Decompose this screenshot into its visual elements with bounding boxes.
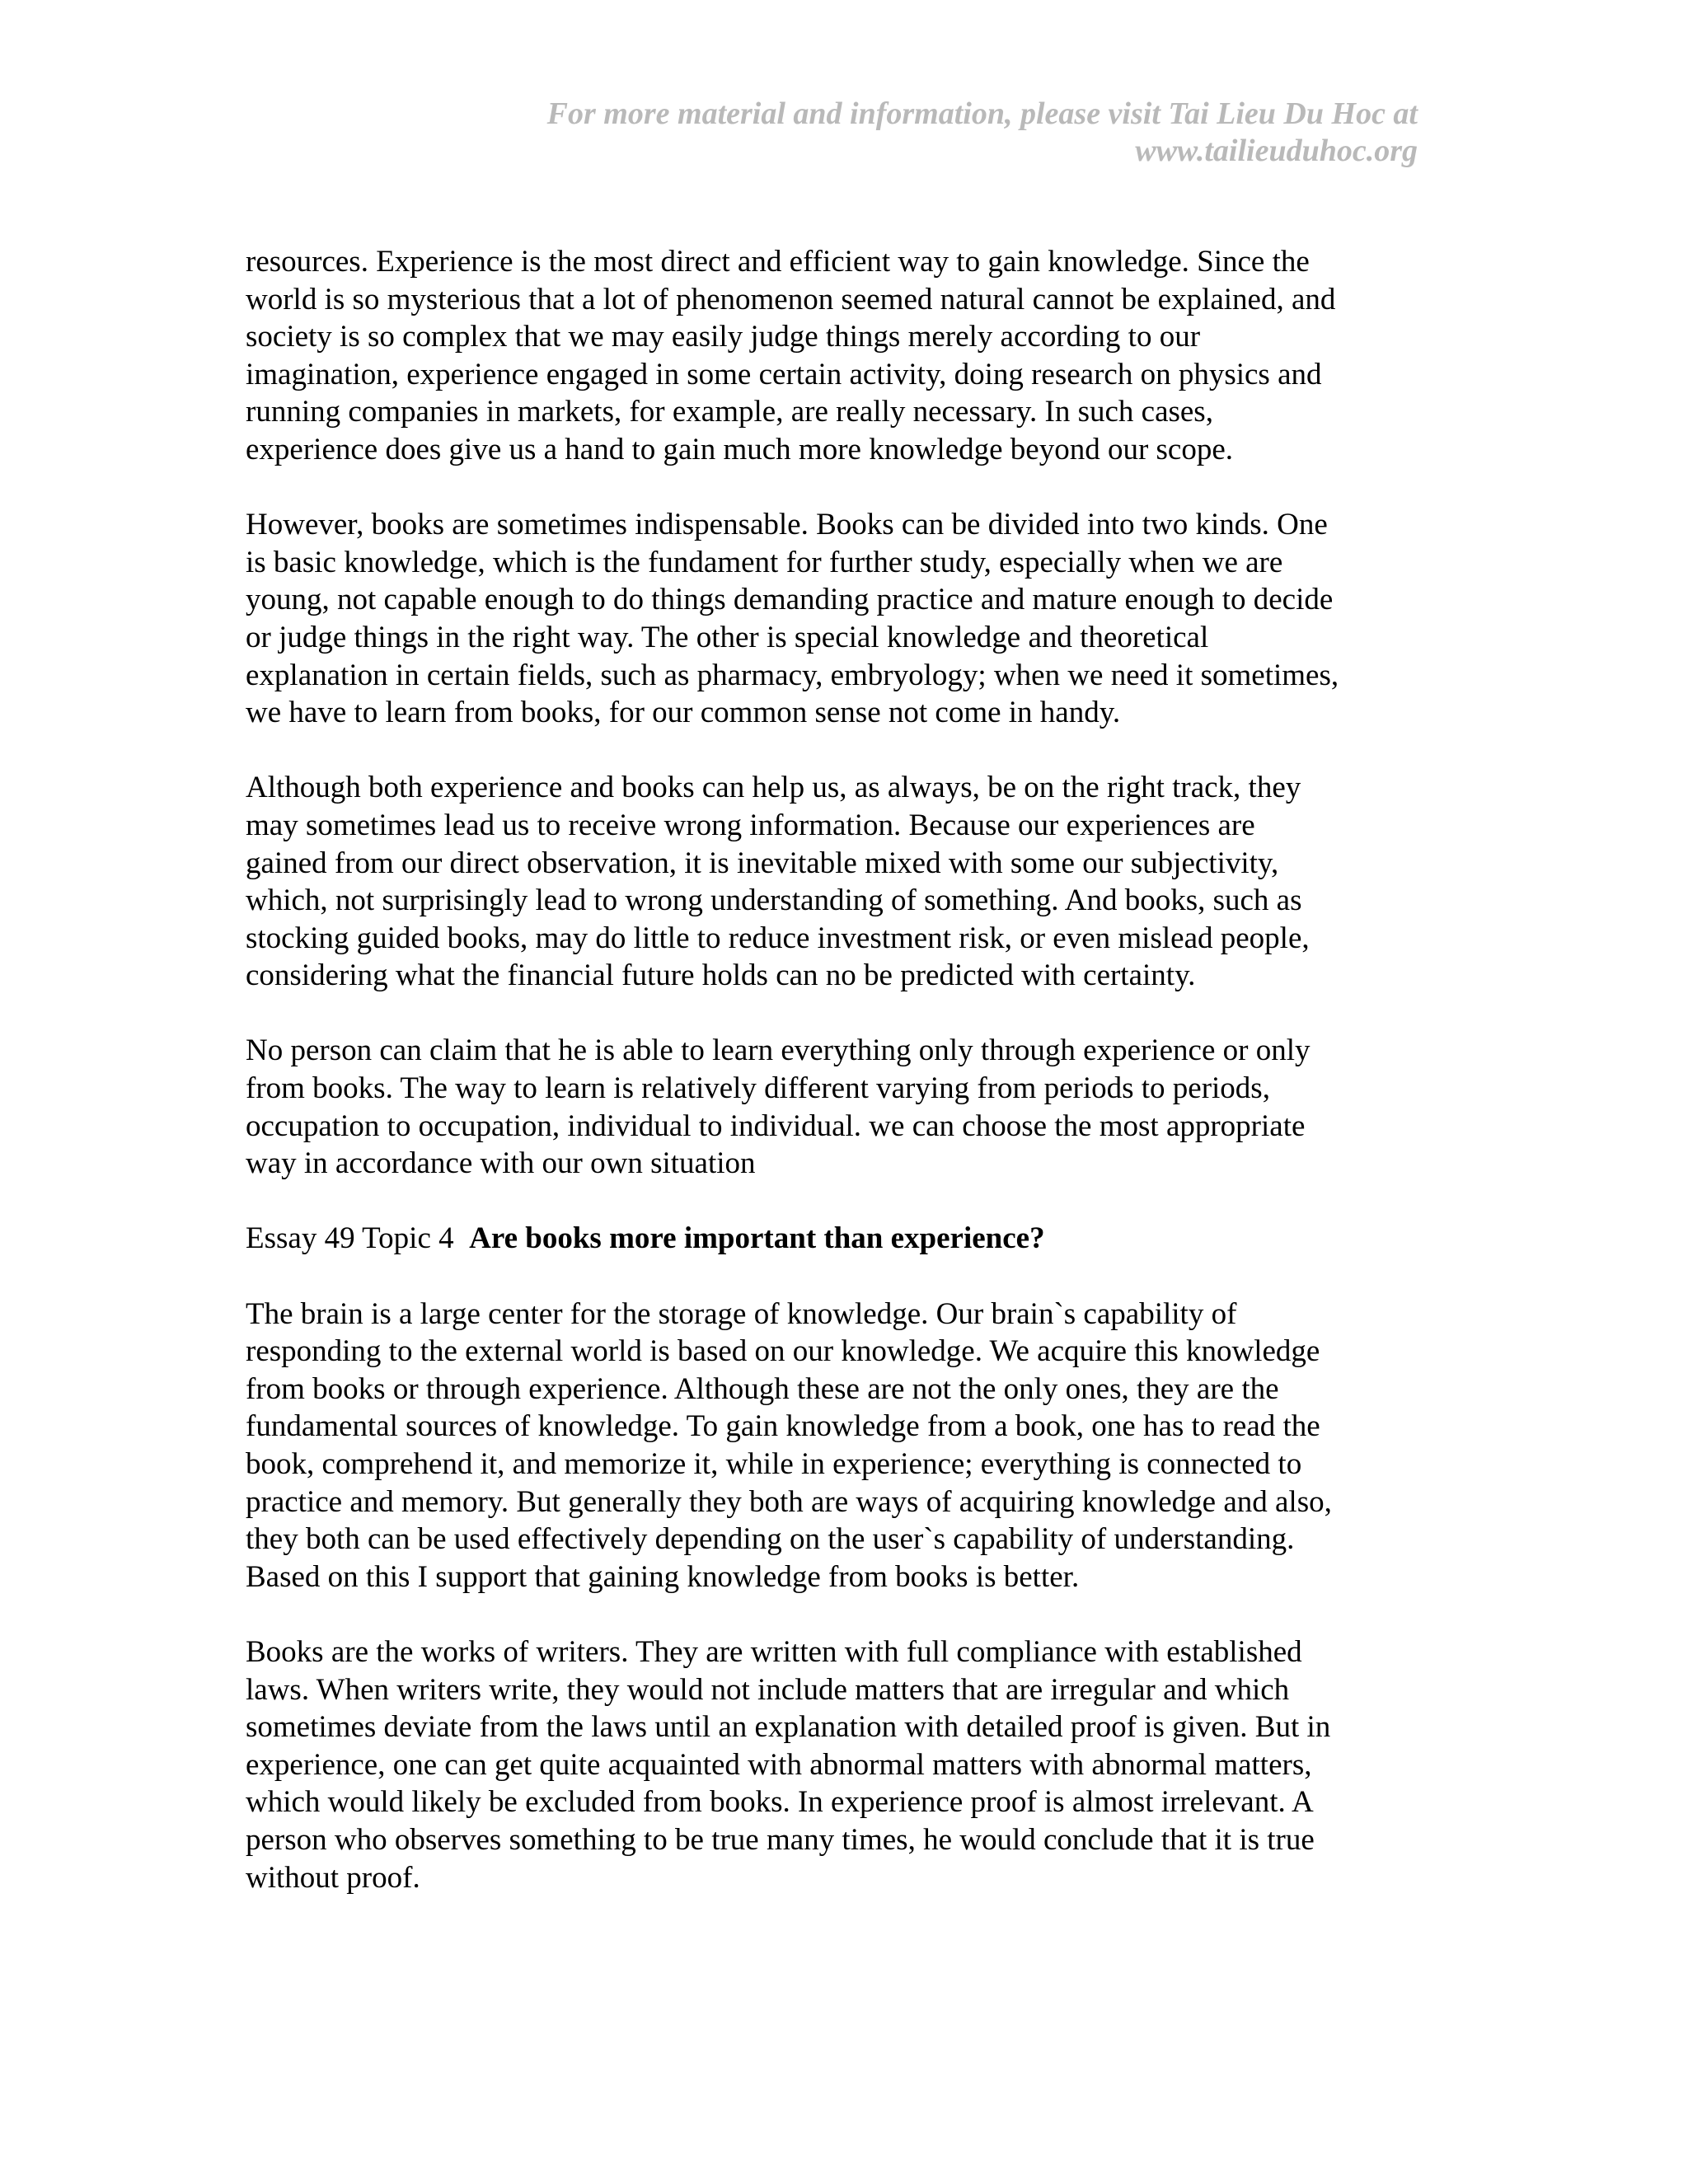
header-line-2: www.tailieuduhoc.org xyxy=(1135,134,1418,168)
essay-heading xyxy=(246,1220,1432,1258)
essay-title: Are books more important than experience? xyxy=(469,1221,1045,1256)
paragraph-resources: resources. Experience is the most direct and efficient way to gain knowledge. Since the world is so mysterious that a lot of phenomenon seemed natural cannot be explained, and society is so complex that we may easily judge things merely according to our imagination, experience engaged in some certain activity, doing research on physics and running companies in markets, for example, are really necessary. In such cases, experience does give us a hand to gain much more knowledge beyond our scope. xyxy=(246,245,1336,466)
page-header-watermark xyxy=(429,96,1418,170)
paragraph-brain-storage: The brain is a large center for the storage of knowledge. Our brain`s capability of responding to the external world is based on our knowledge. We acquire this knowledge from books or through experience. Although these are not the only ones, they are the fundamental sources of knowledge. To gain knowledge from a book, one has to read the book, comprehend it, and memorize it, while in experience; everything is connected to practice and memory. But generally they both are ways of acquiring knowledge and also, they both can be used effectively depending on the user`s capability of understanding. Based on this I support that gaining knowledge from books is better. xyxy=(246,1296,1332,1594)
essay-label: Essay 49 Topic 4 xyxy=(246,1221,454,1256)
paragraph-books-indispensable: However, books are sometimes indispensable. Books can be divided into two kinds. One is basic knowledge, which is the fundament for further study, especially when we are young, not capable enough to do things demanding practice and mature enough to decide or judge things in the right way. The other is special knowledge and theoretical explanation in certain fields, such as pharmacy, embryology; when we need it sometimes, we have to learn from books, for our common sense not come in handy. xyxy=(246,508,1339,730)
paragraph-wrong-information: Although both experience and books can help us, as always, be on the right track, they may sometimes lead us to receive wrong information. Because our experiences are gained from our direct observation, it is inevitable mixed with some our subjectivity, which, not surprisingly lead to wrong understanding of something. And books, such as stocking guided books, may do little to reduce investment risk, or even mislead people, considering what the financial future holds can no be predicted with certainty. xyxy=(246,771,1310,993)
header-line-1: For more material and information, please visit Tai Lieu Du Hoc at xyxy=(546,96,1418,131)
paragraph-books-writers: Books are the works of writers. They are written with full compliance with established laws. When writers write, they would not include matters that are irregular and which sometimes deviate from the laws until an explanation with detailed proof is given. But in experience, one can get quite acquainted with abnormal matters with abnormal matters, which would likely be excluded from books. In experience proof is almost irrelevant. A person who observes something to be true many times, he would conclude that it is true without proof. xyxy=(246,1634,1331,1895)
paragraph-conclusion: No person can claim that he is able to learn everything only through experience or only from books. The way to learn is relatively different varying from periods to periods, occupation to occupation, individual to individual. we can choose the most appropriate way in accordance with our own situation xyxy=(246,1033,1311,1181)
document-body xyxy=(246,243,1432,1934)
